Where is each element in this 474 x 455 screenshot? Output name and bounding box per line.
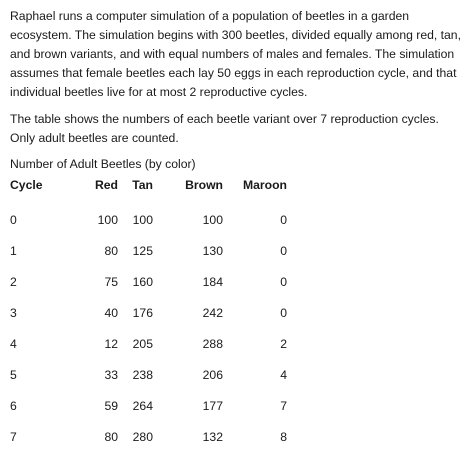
table-row [10, 390, 287, 421]
cell-brown: 100 [202, 212, 223, 227]
cell-brown: 184 [202, 274, 223, 289]
table-row [10, 204, 287, 235]
header-cycle: Cycle [10, 178, 43, 192]
table-row [10, 297, 287, 328]
cell-tan: 280 [132, 429, 153, 444]
cell-brown: 206 [202, 367, 223, 382]
cell-red: 33 [104, 367, 118, 382]
cell-brown: 130 [202, 243, 223, 258]
table-row [10, 235, 287, 266]
cell-brown: 177 [202, 398, 223, 413]
beetle-table [10, 178, 287, 452]
cell-cycle: 0 [10, 212, 17, 227]
cell-brown: 132 [202, 429, 223, 444]
cell-maroon: 0 [280, 274, 287, 289]
cell-tan: 160 [132, 274, 153, 289]
table-header-row [10, 178, 287, 204]
cell-red: 40 [104, 305, 118, 320]
cell-red: 12 [104, 336, 118, 351]
cell-tan: 238 [132, 367, 153, 382]
cell-maroon: 0 [280, 305, 287, 320]
cell-red: 100 [97, 212, 118, 227]
cell-cycle: 4 [10, 336, 17, 351]
cell-brown: 288 [202, 336, 223, 351]
cell-red: 80 [104, 429, 118, 444]
cell-red: 75 [104, 274, 118, 289]
cell-maroon: 0 [280, 243, 287, 258]
cell-cycle: 6 [10, 398, 17, 413]
cell-cycle: 5 [10, 367, 17, 382]
table-row [10, 359, 287, 390]
cell-tan: 205 [132, 336, 153, 351]
intro-paragraph-1: Raphael runs a computer simulation of a population of beetles in a garden ecosystem. The simulation begins with 300 beetles, divided equally among red, tan, and brown variants, and with equal numbers of males and females. The simulation assumes that female beetles each lay 50 eggs in each reproduction cycle, and that individual beetles live for at most 2 reproductive cycles. [10, 9, 461, 99]
cell-tan: 125 [132, 243, 153, 258]
cell-maroon: 0 [280, 212, 287, 227]
header-tan: Tan [132, 178, 153, 192]
cell-tan: 264 [132, 398, 153, 413]
cell-red: 80 [104, 243, 118, 258]
header-brown: Brown [185, 178, 223, 192]
header-red: Red [94, 178, 118, 192]
table-row [10, 266, 287, 297]
cell-maroon: 7 [280, 398, 287, 413]
intro-paragraph-2: The table shows the numbers of each beetle variant over 7 reproduction cycles. Only adult beetles are counted. [10, 112, 439, 145]
cell-red: 59 [104, 398, 118, 413]
table-caption: Number of Adult Beetles (by color) [10, 157, 196, 171]
cell-cycle: 7 [10, 429, 17, 444]
cell-cycle: 1 [10, 243, 17, 258]
cell-maroon: 2 [280, 336, 287, 351]
table-row [10, 421, 287, 452]
table-row [10, 328, 287, 359]
cell-brown: 242 [202, 305, 223, 320]
cell-tan: 100 [132, 212, 153, 227]
cell-cycle: 2 [10, 274, 17, 289]
header-maroon: Maroon [242, 178, 287, 192]
cell-cycle: 3 [10, 305, 17, 320]
cell-tan: 176 [132, 305, 153, 320]
cell-maroon: 4 [280, 367, 287, 382]
cell-maroon: 8 [280, 429, 287, 444]
